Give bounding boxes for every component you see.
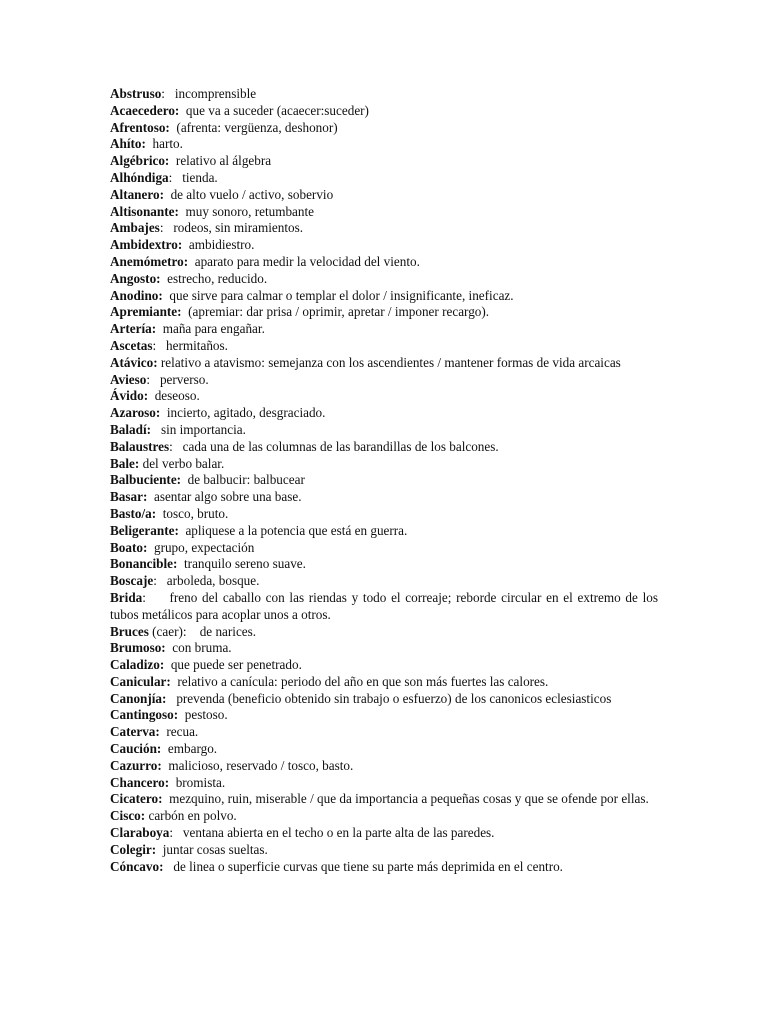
entry-term: Basto/a: (110, 505, 157, 521)
entry-term: Acaecedero: (110, 102, 180, 118)
glossary-entry (110, 170, 658, 187)
entry-term: Baladí: (110, 421, 152, 437)
entry-definition: : incomprensible (161, 86, 257, 101)
glossary-page (110, 86, 662, 875)
entry-term: Boato: (110, 539, 148, 555)
entry-term: Anemómetro: (110, 253, 189, 269)
entry-term: Avieso (110, 371, 147, 387)
entry-definition: muy sonoro, retumbante (178, 203, 315, 219)
glossary-entry (110, 556, 658, 573)
entry-definition: malicioso, reservado / tosco, basto. (161, 757, 354, 773)
entry-term: Algébrico: (110, 153, 170, 169)
entry-definition: deseoso. (148, 388, 200, 404)
glossary-entry (110, 489, 658, 506)
entry-term: Cazurro: (110, 757, 162, 773)
glossary-entry (110, 388, 658, 405)
entry-term: Bonancible: (110, 556, 178, 572)
entry-definition: tranquilo sereno suave. (177, 556, 306, 572)
entry-term: Claraboya (110, 825, 170, 841)
entry-term: Basar: (110, 489, 148, 505)
glossary-entry (110, 540, 658, 557)
entry-term: Bruces (110, 623, 149, 639)
entry-term: Colegir: (110, 841, 157, 857)
glossary-entry (110, 372, 658, 389)
entry-term: Beligerante: (110, 522, 179, 538)
glossary-entry (110, 237, 658, 254)
entry-term: Anodino: (110, 287, 163, 303)
glossary-entry (110, 506, 658, 523)
entry-term: Ávido: (110, 388, 149, 404)
glossary-entry (110, 707, 658, 724)
entry-term: Brida (110, 589, 143, 605)
entry-definition: carbón en polvo. (145, 808, 237, 824)
entry-definition: : rodeos, sin miramientos. (159, 220, 304, 236)
glossary-entry (110, 808, 658, 825)
entry-definition: que puede ser penetrado. (164, 657, 302, 673)
entry-definition: relativo a canícula: periodo del año en que son más fuertes las calores. (170, 673, 549, 689)
entry-definition: relativo a atavismo: semejanza con los ascendientes / mantener formas de vida arcaicas (157, 354, 621, 370)
entry-term: Brumoso: (110, 640, 166, 656)
entry-definition: asentar algo sobre una base. (147, 489, 302, 505)
entry-definition: tosco, bruto. (156, 505, 229, 521)
entry-term: Ahíto: (110, 136, 146, 152)
entry-definition: incierto, agitado, desgraciado. (160, 405, 326, 421)
glossary-entry (110, 338, 658, 355)
entry-definition: (afrenta: vergüenza, deshonor) (169, 119, 338, 135)
glossary-entry (110, 758, 658, 775)
entry-term: Altanero: (110, 186, 164, 202)
entry-definition: : hermitaños. (152, 337, 228, 353)
entry-definition: : perverso. (146, 371, 209, 387)
entry-term: Abstruso (110, 86, 162, 101)
entry-definition: apliquese a la potencia que está en guerra. (178, 522, 408, 538)
entry-term: Balbuciente: (110, 472, 182, 488)
entry-definition: juntar cosas sueltas. (156, 841, 268, 857)
entry-term: Cisco: (110, 808, 146, 824)
entry-definition: : freno del caballo con las riendas y todo el correaje; reborde circular en el extremo de los tubos metálicos para acoplar unos a otros. (110, 589, 662, 622)
entry-term: Bale: (110, 455, 140, 471)
entry-definition: pestoso. (178, 707, 228, 723)
glossary-entry (110, 321, 658, 338)
glossary-entry (110, 640, 658, 657)
entry-definition: : cada una de las columnas de las barandillas de los balcones. (169, 438, 499, 454)
entry-definition: sin importancia. (151, 421, 246, 437)
entry-term: Cóncavo: (110, 858, 164, 874)
glossary-entry (110, 589, 662, 624)
entry-definition: embargo. (161, 741, 218, 757)
entry-term: Altisonante: (110, 203, 179, 219)
glossary-entry (110, 271, 658, 288)
entry-term: Caladizo: (110, 657, 165, 673)
entry-definition: prevenda (beneficio obtenido sin trabajo o esfuerzo) de los canonicos eclesiasticos (166, 690, 612, 706)
glossary-entry (110, 825, 658, 842)
glossary-entry (110, 220, 658, 237)
entry-definition: de alto vuelo / activo, sobervio (163, 186, 334, 202)
entry-definition: ambidiestro. (182, 237, 255, 253)
entry-term: Ascetas (110, 337, 153, 353)
entry-term: Angosto: (110, 270, 161, 286)
entry-term: Boscaje (110, 573, 154, 589)
glossary-entry (110, 86, 658, 103)
glossary-entry (110, 691, 658, 708)
entry-term: Cantingoso: (110, 707, 179, 723)
glossary-entry (110, 120, 658, 137)
entry-term: Canonjía: (110, 690, 167, 706)
glossary-entry (110, 355, 658, 372)
entry-term: Atávico: (110, 354, 158, 370)
glossary-entry (110, 674, 658, 691)
entry-definition: que va a suceder (acaecer:suceder) (179, 102, 369, 118)
glossary-entry (110, 624, 658, 641)
entry-term: Chancero: (110, 774, 170, 790)
entry-term: Afrentoso: (110, 119, 170, 135)
glossary-entry (110, 405, 658, 422)
entry-term: Ambidextro: (110, 237, 183, 253)
entry-definition: : tienda. (168, 169, 218, 185)
entry-definition: que sirve para calmar o templar el dolor / insignificante, ineficaz. (162, 287, 514, 303)
glossary-entry (110, 456, 658, 473)
entry-term: Caución: (110, 741, 162, 757)
glossary-entry (110, 842, 658, 859)
entry-term: Ambajes (110, 220, 160, 236)
glossary-entry (110, 304, 658, 321)
glossary-entry (110, 204, 658, 221)
entry-definition: aparato para medir la velocidad del viento. (188, 253, 420, 269)
glossary-entry (110, 153, 658, 170)
entry-term: Caterva: (110, 724, 160, 740)
glossary-entry (110, 136, 658, 153)
glossary-entry (110, 422, 658, 439)
entry-definition: bromista. (169, 774, 226, 790)
entry-definition: (apremiar: dar prisa / oprimir, apretar / imponer recargo). (181, 304, 490, 320)
entry-definition: recua. (159, 724, 199, 740)
entry-definition: relativo al álgebra (169, 153, 272, 169)
glossary-entry (110, 791, 658, 808)
glossary-entry (110, 288, 658, 305)
entry-definition: : arboleda, bosque. (153, 573, 260, 589)
entry-definition: harto. (145, 136, 183, 152)
glossary-entry (110, 103, 658, 120)
entry-definition: maña para engañar. (156, 321, 265, 337)
entry-definition: mezquino, ruin, miserable / que da importancia a pequeñas cosas y que se ofende por ellas. (162, 791, 649, 807)
glossary-entry (110, 724, 658, 741)
glossary-entry (110, 187, 658, 204)
entry-definition: estrecho, reducido. (160, 270, 268, 286)
entry-term: Balaustres (110, 438, 170, 454)
entry-term: Cicatero: (110, 791, 163, 807)
entry-definition: (caer): de narices. (148, 623, 257, 639)
entry-definition: : ventana abierta en el techo o en la parte alta de las paredes. (169, 825, 495, 841)
entry-term: Apremiante: (110, 304, 182, 320)
entry-definition: con bruma. (165, 640, 232, 656)
entry-definition: grupo, expectación (147, 539, 255, 555)
entry-term: Artería: (110, 321, 157, 337)
glossary-entry (110, 439, 658, 456)
entry-definition: de linea o superficie curvas que tiene su parte más deprimida en el centro. (163, 858, 563, 874)
entry-definition: del verbo balar. (139, 455, 225, 471)
glossary-entry (110, 775, 658, 792)
entry-term: Canicular: (110, 673, 171, 689)
glossary-entry (110, 573, 658, 590)
glossary-entry (110, 523, 658, 540)
glossary-entry (110, 657, 658, 674)
glossary-entry (110, 254, 658, 271)
glossary-entry (110, 741, 658, 758)
entry-term: Azaroso: (110, 405, 161, 421)
glossary-entry (110, 859, 658, 876)
entry-term: Alhóndiga (110, 169, 169, 185)
glossary-entry (110, 472, 658, 489)
entry-definition: de balbucir: balbucear (181, 472, 305, 488)
